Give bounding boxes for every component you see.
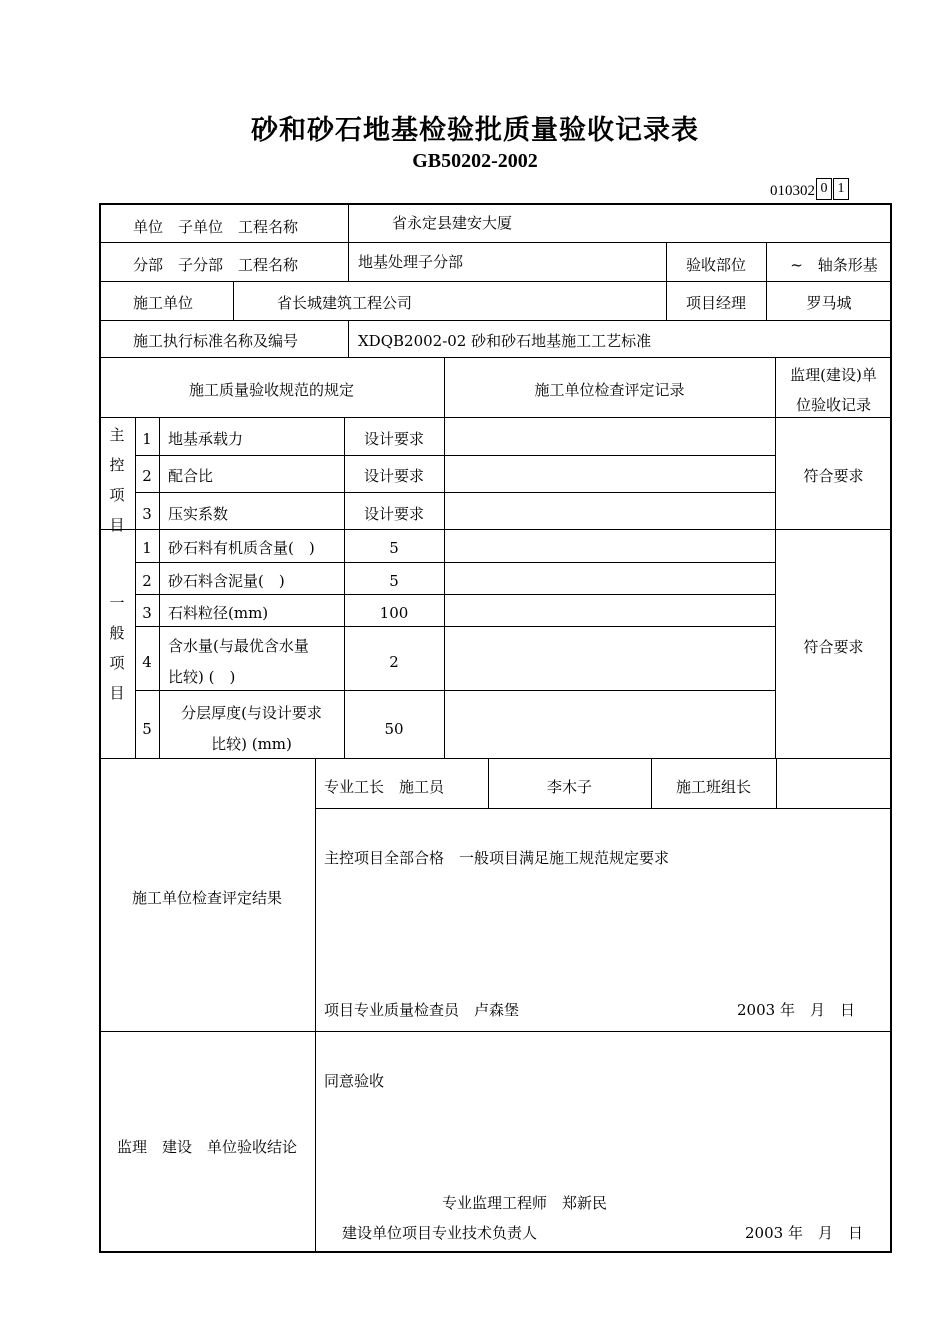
main-item-no: 3 [142,505,152,523]
construction-unit-value: 省长城建筑工程公司 [277,294,413,312]
general-item-requirement: 5 [389,572,399,590]
form-title: 砂和砂石地基检验批质量验收记录表 [251,115,699,146]
standard-code: GB50202-2002 [412,150,538,172]
main-items-label-char: 项 [109,486,125,504]
construction-conclusion: 主控项目全部合格 一般项目满足施工规范规定要求 [324,849,670,867]
unit-project-value: 省永定县建安大厦 [392,214,513,232]
main-items-label-char: 目 [109,516,125,534]
general-item-name: 石料粒径(mm) [168,604,269,622]
supervision-result-label: 监理 建设 单位验收结论 [116,1138,297,1156]
main-item-name: 配合比 [168,467,214,485]
supervision-column-header-line1: 监理(建设)单 [790,366,877,384]
general-item-name-line1: 含水量(与最优含水量 [168,637,309,655]
general-items-label-char: 般 [109,624,125,642]
foreman-label: 专业工长 施工员 [324,778,445,796]
sub-project-value: 地基处理子分部 [358,253,464,271]
general-item-name-line2: 比较) (mm) [211,735,292,753]
general-items-label [107,588,127,708]
project-manager-label: 项目经理 [685,294,746,312]
main-item-no: 2 [142,467,152,485]
supervision-column-header-line2: 位验收记录 [795,396,871,414]
general-item-requirement: 50 [384,720,404,738]
construction-unit-label: 施工单位 [133,294,194,312]
doc-number-box-2: 1 [833,178,849,200]
main-item-name: 地基承载力 [168,430,244,448]
doc-number-box-1: 0 [816,178,832,200]
main-items-label [107,420,127,540]
foreman-value: 李木子 [546,778,592,796]
construction-date: 2003 年 月 日 [737,1001,855,1019]
general-item-no: 5 [142,720,152,738]
supervision-engineer: 专业监理工程师 郑新民 [442,1194,608,1212]
construction-result-label: 施工单位检查评定结果 [131,889,282,907]
standard-value: XDQB2002-02 砂和砂石地基施工工艺标准 [358,332,652,350]
doc-number [770,178,849,200]
main-item-requirement: 设计要求 [363,430,424,448]
main-item-requirement: 设计要求 [363,467,424,485]
main-items-result: 符合要求 [803,467,864,485]
technical-lead: 建设单位项目专业技术负责人 [342,1224,538,1242]
acceptance-part-value: ~ 轴条形基 [790,256,878,274]
general-item-name: 砂石料有机质含量( ) [168,539,315,557]
general-item-no: 4 [142,653,152,671]
general-item-no: 1 [142,539,152,557]
general-item-requirement: 100 [379,604,409,622]
spec-column-header: 施工质量验收规范的规定 [188,381,354,399]
general-item-no: 2 [142,572,152,590]
general-item-name: 砂石料含泥量( ) [168,572,285,590]
general-items-label-char: 项 [109,654,125,672]
general-items-label-char: 一 [109,594,125,612]
general-items-label-char: 目 [109,684,125,702]
doc-number-prefix: 010302 [770,183,815,199]
supervision-conclusion: 同意验收 [324,1072,385,1090]
acceptance-part-label: 验收部位 [685,256,746,274]
general-item-name-line2: 比较) ( ) [168,668,236,686]
check-column-header: 施工单位检查评定记录 [534,381,685,399]
unit-project-label: 单位 子单位 工程名称 [133,218,299,236]
team-leader-label: 施工班组长 [675,778,751,796]
quality-inspector: 项目专业质量检查员 卢森堡 [324,1001,520,1019]
standard-label: 施工执行标准名称及编号 [133,332,299,350]
project-manager-value: 罗马城 [806,294,852,312]
main-items-label-char: 主 [109,426,125,444]
general-item-name-line1: 分层厚度(与设计要求 [181,704,322,722]
supervision-date: 2003 年 月 日 [745,1224,863,1242]
main-item-no: 1 [142,430,152,448]
main-item-name: 压实系数 [168,505,229,523]
general-item-requirement: 5 [389,539,399,557]
general-item-no: 3 [142,604,152,622]
general-items-result: 符合要求 [803,638,864,656]
sub-project-label: 分部 子分部 工程名称 [133,256,299,274]
main-item-requirement: 设计要求 [363,505,424,523]
general-item-requirement: 2 [389,653,399,671]
record-table [99,203,892,1253]
main-items-label-char: 控 [109,456,125,474]
